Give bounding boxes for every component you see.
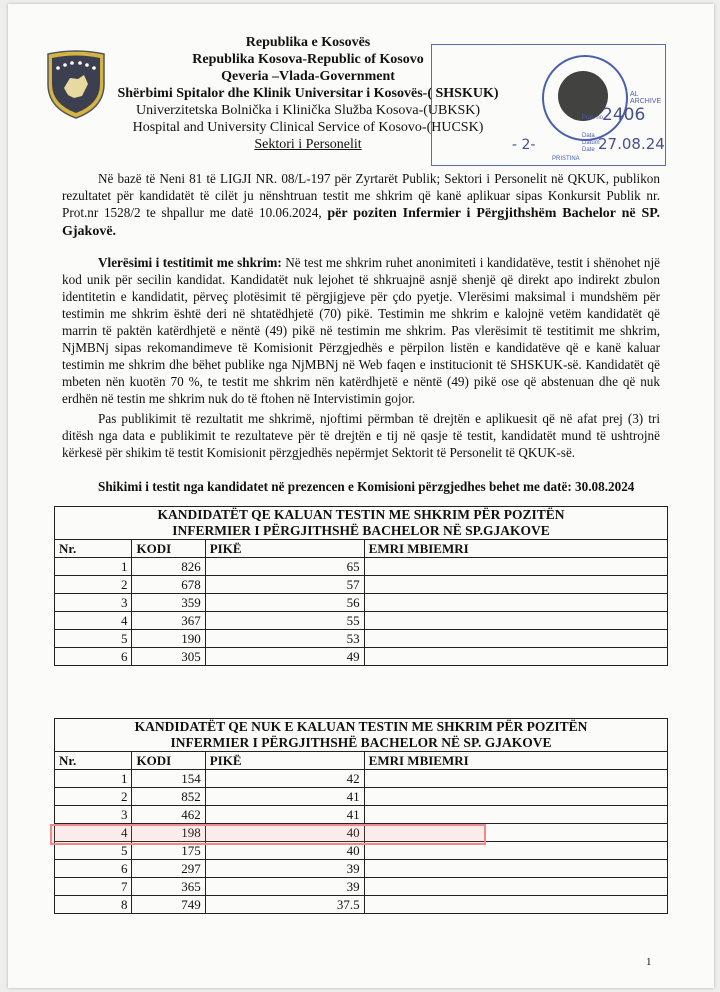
row-emri xyxy=(364,770,667,788)
row-emri xyxy=(364,788,667,806)
row-pike: 40 xyxy=(205,824,364,842)
stamp-date-label: Date xyxy=(582,147,595,153)
row-nr: 4 xyxy=(55,824,132,842)
table-row xyxy=(55,594,668,612)
row-kodi: 826 xyxy=(132,558,205,576)
row-nr: 2 xyxy=(55,576,132,594)
stamp-handwritten-number: 2406 xyxy=(602,105,646,125)
row-pike: 42 xyxy=(205,770,364,788)
row-kodi: 462 xyxy=(132,806,205,824)
column-header-kodi: KODI xyxy=(132,752,205,770)
table-row xyxy=(55,576,668,594)
row-kodi: 359 xyxy=(132,594,205,612)
row-pike: 40 xyxy=(205,842,364,860)
passed-table-title-line2: INFERMIER I PËRGJITHSHË BACHELOR NË SP.GJAKOVE xyxy=(172,523,550,538)
column-header-nr: Nr. xyxy=(55,752,132,770)
row-nr: 7 xyxy=(55,878,132,896)
row-nr: 8 xyxy=(55,896,132,914)
header-hucsk: Hospital and University Clinical Service of Kosovo-(HUCSK) xyxy=(132,120,484,135)
row-kodi: 190 xyxy=(132,630,205,648)
row-nr: 1 xyxy=(55,770,132,788)
row-kodi: 198 xyxy=(132,824,205,842)
row-emri xyxy=(364,648,667,666)
stamp-handwritten-page: - 2- xyxy=(512,137,536,153)
passed-candidates-table xyxy=(54,506,668,666)
vleresimi-paragraph xyxy=(62,254,660,407)
publikimi-paragraph xyxy=(62,410,660,461)
row-pike: 39 xyxy=(205,860,364,878)
stamp-archive-label: AL ARCHIVE xyxy=(630,91,662,105)
row-kodi: 305 xyxy=(132,648,205,666)
column-header-kodi: KODI xyxy=(132,540,205,558)
table-row xyxy=(55,612,668,630)
column-header-emri: EMRI MBIEMRI xyxy=(364,752,667,770)
failed-table-title-line2: INFERMIER I PËRGJITHSHË BACHELOR NË SP. GJAKOVE xyxy=(170,735,552,750)
row-pike: 57 xyxy=(205,576,364,594)
row-kodi: 175 xyxy=(132,842,205,860)
table-row xyxy=(55,860,668,878)
row-pike: 39 xyxy=(205,878,364,896)
stamp-bottom-text: PRISTINA xyxy=(552,156,580,162)
page-number: 1 xyxy=(646,956,652,968)
row-emri xyxy=(364,630,667,648)
row-pike: 65 xyxy=(205,558,364,576)
row-kodi: 678 xyxy=(132,576,205,594)
stamp-prot-label: Prot. no xyxy=(582,115,604,121)
intro-position: për poziten Infermier i Përgjithshëm Bachelor në SP. Gjakovë. xyxy=(62,206,661,239)
intro-paragraph xyxy=(62,170,660,240)
registry-stamp xyxy=(431,44,666,166)
column-header-emri: EMRI MBIEMRI xyxy=(364,540,667,558)
row-pike: 41 xyxy=(205,788,364,806)
row-kodi: 297 xyxy=(132,860,205,878)
row-kodi: 365 xyxy=(132,878,205,896)
row-emri xyxy=(364,806,667,824)
header-republika: Republika e Kosovës xyxy=(245,35,371,50)
failed-table-title-line1: KANDIDATËT QE NUK E KALUAN TESTIN ME SHKRIM PËR POZITËN xyxy=(134,719,588,734)
table-row xyxy=(55,770,668,788)
row-emri xyxy=(364,896,667,914)
shikimi-text: Shikimi i testit nga kandidatet në prezencen e Komisioni përzgjedhes behet me datë: 30.08.2024 xyxy=(98,479,635,494)
passed-table-title xyxy=(55,507,668,540)
row-kodi: 367 xyxy=(132,612,205,630)
row-emri xyxy=(364,612,667,630)
stamp-datum-label: Datum xyxy=(582,140,600,146)
row-pike: 37.5 xyxy=(205,896,364,914)
row-pike: 55 xyxy=(205,612,364,630)
failed-table-title xyxy=(55,719,668,752)
table-row xyxy=(55,806,668,824)
row-emri xyxy=(364,558,667,576)
row-pike: 53 xyxy=(205,630,364,648)
shikimi-line xyxy=(62,478,660,495)
row-emri xyxy=(364,860,667,878)
stamp-data-label: Data xyxy=(582,133,595,139)
vleresimi-title: Vlerësimi i testitimit me shkrim: xyxy=(98,255,282,270)
column-header-pike: PIKË xyxy=(205,540,364,558)
column-header-nr: Nr. xyxy=(55,540,132,558)
row-nr: 5 xyxy=(55,842,132,860)
row-nr: 6 xyxy=(55,648,132,666)
row-nr: 3 xyxy=(55,594,132,612)
intro-text: Në bazë të Neni 81 të LIGJI NR. 08/L-197 për Zyrtarët Publik; Sektori i Personelit në QKUK, publikon rezultatet për kandidatët të cilët ju nënshtruan testit me shkrim që kanë aplikuar sipas Konkursit Publik nr. Prot.nr 1528/2 te shpallur me datë 10.06.2024, xyxy=(62,171,660,220)
kosovo-coat-of-arms-icon xyxy=(44,48,108,120)
row-nr: 6 xyxy=(55,860,132,878)
row-nr: 3 xyxy=(55,806,132,824)
header-sektori: Sektori i Personelit xyxy=(254,137,362,152)
row-emri xyxy=(364,878,667,896)
document-page xyxy=(8,4,714,988)
row-highlight xyxy=(50,824,486,845)
failed-candidates-table xyxy=(54,718,668,914)
row-nr: 5 xyxy=(55,630,132,648)
passed-table-title-line1: KANDIDATËT QE KALUAN TESTIN ME SHKRIM PËR POZITËN xyxy=(157,507,565,522)
header-shskuk: Shërbimi Spitalor dhe Klinik Universitar i Kosovës-( SHSKUK) xyxy=(117,86,499,101)
stamp-seal-icon xyxy=(542,55,628,141)
stamp-handwritten-date: 27.08.24 xyxy=(598,135,665,153)
row-emri xyxy=(364,576,667,594)
row-pike: 49 xyxy=(205,648,364,666)
table-row xyxy=(55,558,668,576)
column-header-pike: PIKË xyxy=(205,752,364,770)
table-row xyxy=(55,648,668,666)
row-nr: 1 xyxy=(55,558,132,576)
row-pike: 41 xyxy=(205,806,364,824)
table-row xyxy=(55,896,668,914)
publikimi-text: Pas publikimit të rezultatit me shkrimë, njoftimi përmban të drejtën e aplikuesit që në afat prej (3) tri ditësh nga data e publikimit te rezultateve për të drejtën e tij në qasje të testit, kandidatët mund të ushtrojnë kërkesë për shikim të testit Komisionit përzgjedhës nepërmjet Sektorit të Personelit të QKUK-së. xyxy=(62,411,660,460)
header-republic: Republika Kosova-Republic of Kosovo xyxy=(192,52,424,67)
header-government: Qeveria –Vlada-Government xyxy=(221,69,395,84)
vleresimi-text: Në test me shkrim ruhet anonimiteti i kandidatëve, testit i shënohet një kod unik për secilin kandidat. Kandidatët nuk lejohet të shkruajnë asnjë shenjë që direkt apo indirekt zbulon identitetin e kandidatit, përveç plotësimit të përgjigjeve për çdo pyetje. Vlerësimi maksimal i mundshëm për testimin me shkrim është deri në shtatëdhjetë (70) pikë. Testimin me shkrim e kalojnë vetëm kandidatët që marrin të paktën katërdhjetë e nëntë (49) pikë në testimin me shkrim. Pas vlerësimit të testitimit me shkrim, NjMBNj sipas rekomandimeve të Komisionit Përzgjedhës e përpilon listën e kandidatëve që e kanë kaluar testimin me shkrim dhe bëhet publike nga NjMBNj në Web faqen e institucionit të SHSKUK-së. Kandidatët që mbeten nën kuotën 70 %, te testit me shkrim nën katërdhjetë e nëntë (49) pikë ose që abstenuan dhe që nuk erdhën në testin me shkrim nuk do të ftohen në Intervistimin gojor. xyxy=(62,255,661,406)
row-kodi: 749 xyxy=(132,896,205,914)
row-pike: 56 xyxy=(205,594,364,612)
row-nr: 2 xyxy=(55,788,132,806)
row-kodi: 154 xyxy=(132,770,205,788)
row-emri xyxy=(364,594,667,612)
table-row xyxy=(55,878,668,896)
row-kodi: 852 xyxy=(132,788,205,806)
table-row xyxy=(55,788,668,806)
table-row xyxy=(55,630,668,648)
row-nr: 4 xyxy=(55,612,132,630)
header-ubksk: Univerzitetska Bolnička i Klinička Služba Kosova-(UBKSK) xyxy=(135,103,481,118)
